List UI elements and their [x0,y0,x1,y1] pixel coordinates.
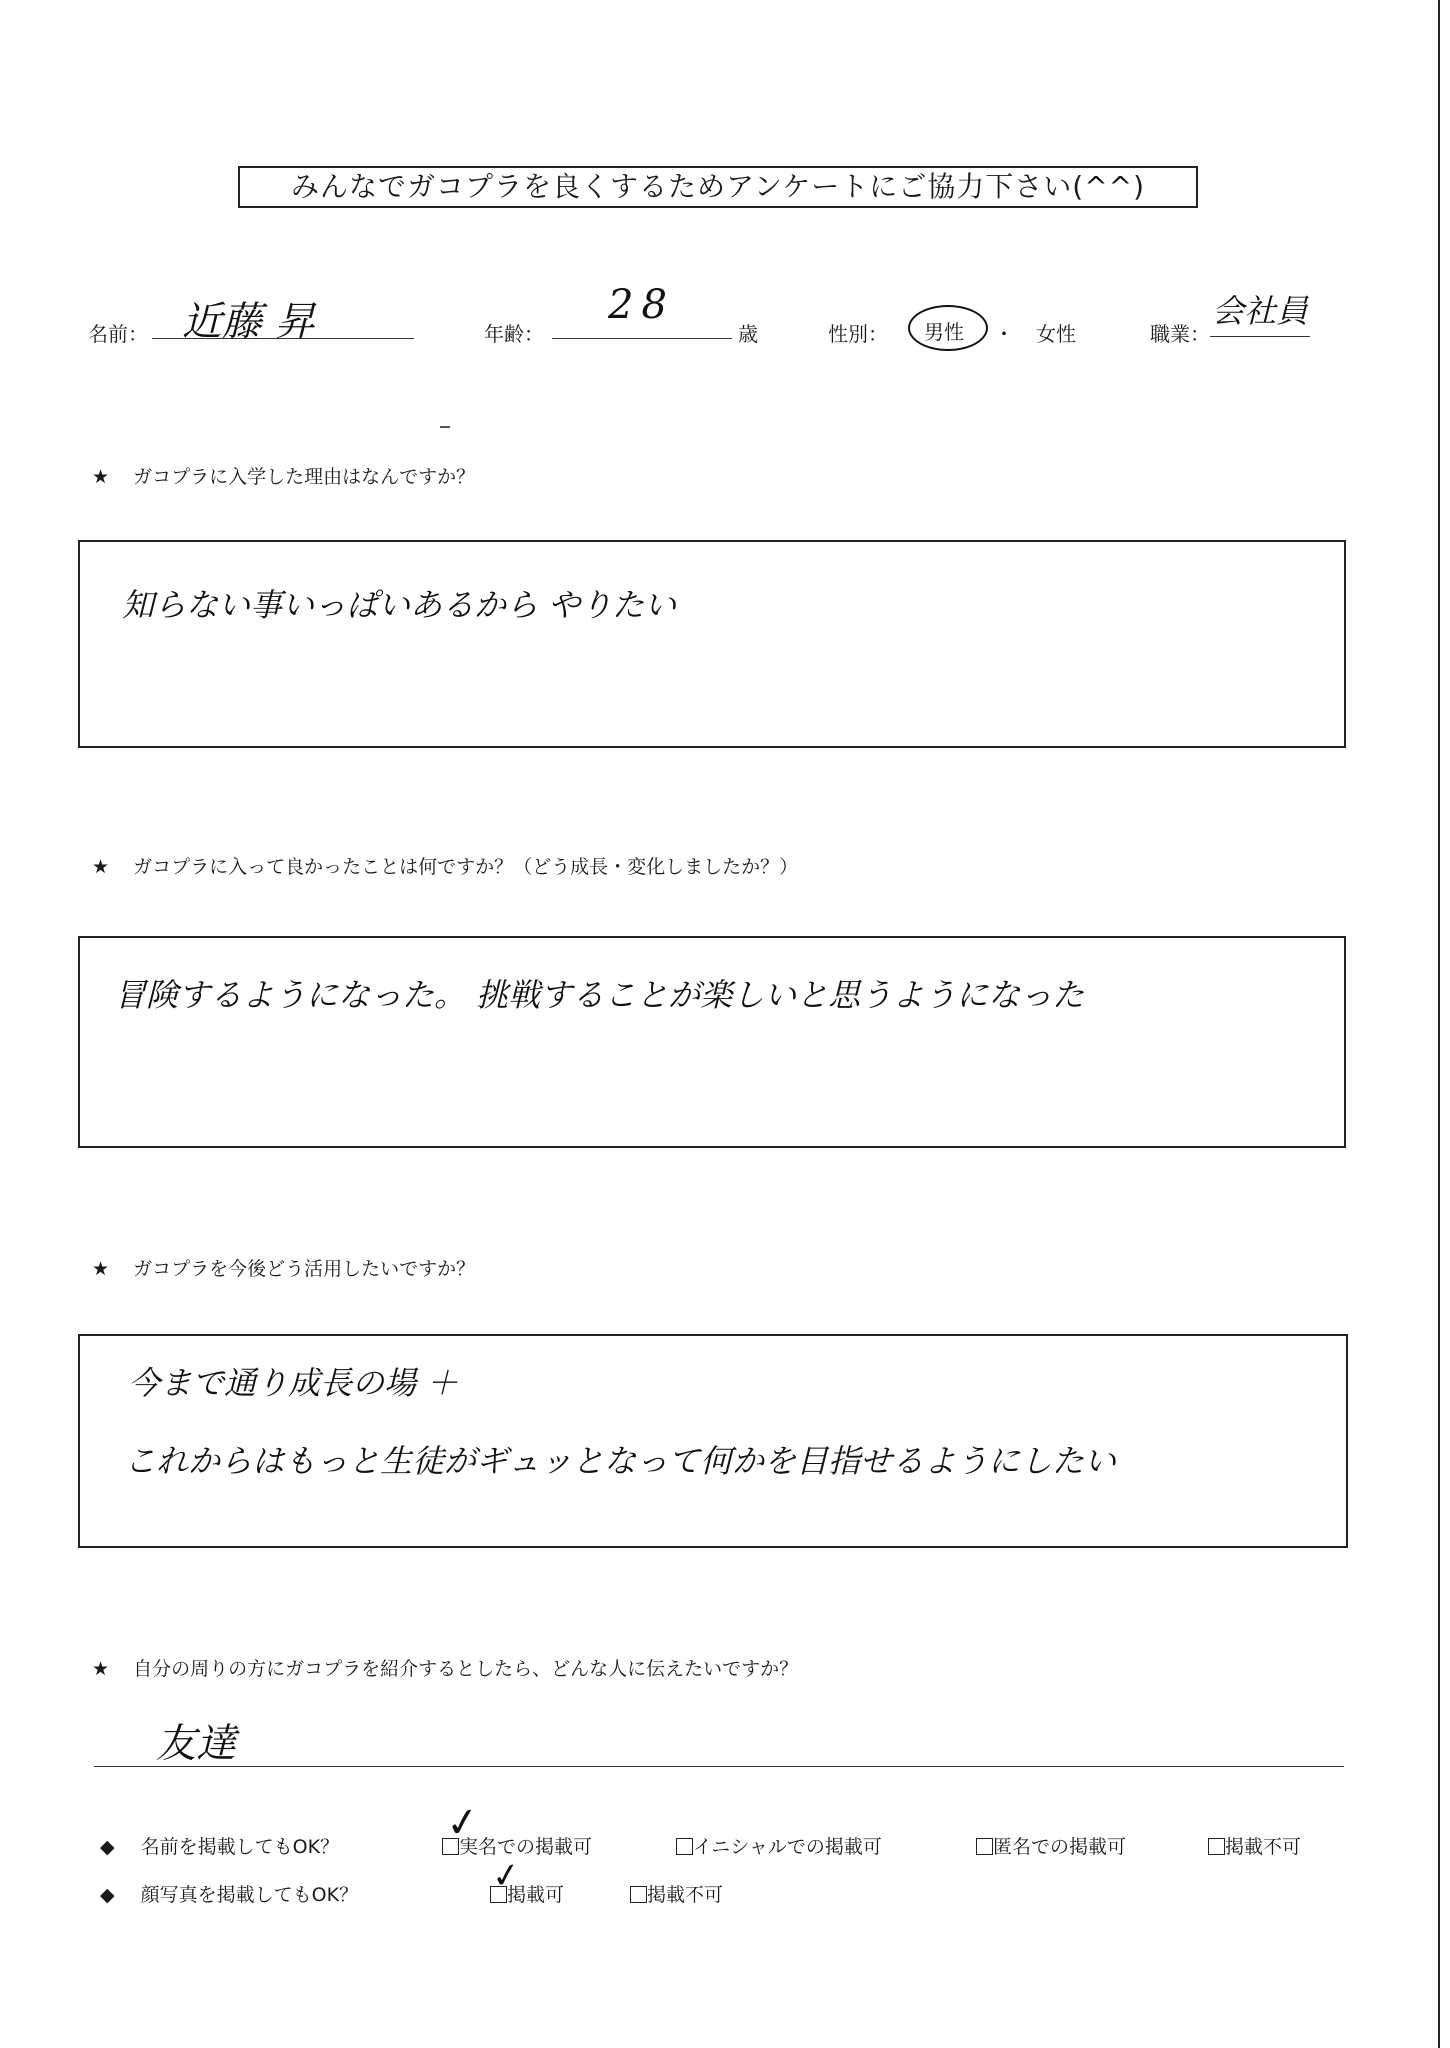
q3-star-icon: ★ [92,1258,110,1280]
checkbox-initials[interactable] [676,1838,693,1855]
option-initials-label: イニシャルでの掲載可 [693,1836,882,1858]
q1-answer-box[interactable] [78,540,1346,748]
check-mark-icon: ✓ [442,1797,483,1849]
job-value: 会社員 [1212,292,1309,330]
q2-text: ガコプラに入って良かったことは何ですか？（どう成長・変化しましたか？） [133,856,799,878]
option-name-not-allowed-label: 掲載不可 [1225,1836,1302,1858]
gender-separator: ・ [994,322,1014,346]
age-label: 年齢： [484,322,544,346]
check-mark-icon: ✓ [489,1854,524,1898]
age-value: 28 [608,282,675,328]
checkbox-photo-not-allowed[interactable] [630,1886,647,1903]
q3-prompt [92,1254,475,1281]
q2-answer-line-1: 冒険するようになった。 挑戦することが楽しいと思うようになった [114,976,1085,1014]
job-label: 職業： [1150,322,1210,346]
option-photo-allowed-label: 掲載可 [507,1884,565,1906]
consent-name-label-group [100,1832,339,1859]
option-photo-not-allowed[interactable] [630,1880,723,1907]
option-real-name-label: 実名での掲載可 [459,1836,593,1858]
q2-star-icon: ★ [92,856,110,878]
gender-label: 性別： [828,322,888,346]
option-name-not-allowed[interactable] [1208,1832,1301,1859]
q3-answer-box[interactable] [78,1334,1348,1548]
q3-answer-line-2: これからはもっと生徒がギュッとなって何かを目指せるようにしたい [124,1442,1117,1480]
q1-prompt [92,462,475,489]
option-initials[interactable] [676,1832,882,1859]
checkbox-name-not-allowed[interactable] [1208,1838,1225,1855]
q4-prompt [92,1654,798,1681]
q3-answer-line-1: 今まで通り成長の場 ＋ [128,1364,459,1402]
q1-star-icon: ★ [92,466,110,488]
age-field[interactable] [552,282,732,339]
consent-photo-label-group [100,1880,358,1907]
consent-photo-label: 顔写真を掲載してもOK？ [140,1884,359,1906]
q4-answer-value: 友達 [156,1721,236,1767]
q1-text: ガコプラに入学した理由はなんですか？ [133,466,476,488]
page-edge-line [1438,0,1440,2048]
q4-answer-line[interactable] [94,1716,1344,1767]
gender-female-option[interactable]: 女性 [1036,322,1076,346]
option-anonymous-label: 匿名での掲載可 [993,1836,1127,1858]
name-value: 近藤 昇 [182,299,315,345]
checkbox-anonymous[interactable] [976,1838,993,1855]
diamond-bullet-icon: ◆ [100,1836,115,1858]
consent-name-label: 名前を掲載してもOK？ [140,1836,340,1858]
age-unit: 歳 [738,322,758,346]
q3-text: ガコプラを今後どう活用したいですか？ [133,1258,476,1280]
name-label: 名前： [88,322,148,346]
q4-star-icon: ★ [92,1658,110,1680]
q1-answer-line-1: 知らない事いっぱいあるから やりたい [122,586,677,624]
q4-text: 自分の周りの方にガコプラを紹介するとしたら、どんな人に伝えたいですか？ [133,1658,799,1680]
survey-title: みんなでガコプラを良くするためアンケートにご協力下さい(^^) [238,166,1198,208]
q2-answer-box[interactable] [78,936,1346,1148]
job-field[interactable] [1210,292,1310,337]
name-field[interactable] [152,296,414,345]
gender-male-option[interactable]: 男性 [924,320,964,344]
diamond-bullet-icon: ◆ [100,1884,115,1906]
stray-mark [440,426,450,428]
option-anonymous[interactable] [976,1832,1126,1859]
q2-prompt [92,852,798,879]
option-photo-not-allowed-label: 掲載不可 [647,1884,724,1906]
